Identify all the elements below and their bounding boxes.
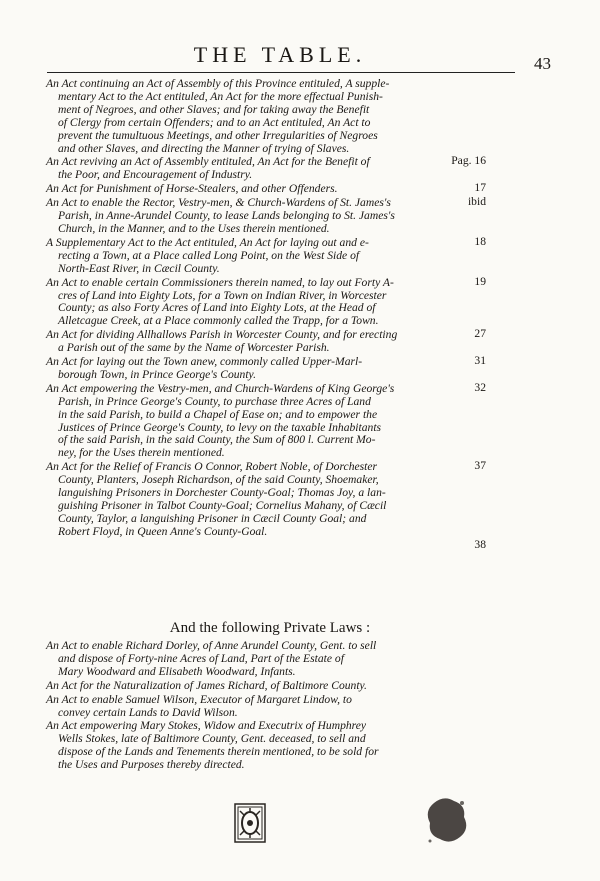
- entry-line: Robert Floyd, in Queen Anne's County-Goal.: [58, 524, 268, 538]
- entry-line: An Act for the Relief of Francis O Connor, Robert Noble, of Dorchester: [46, 460, 378, 474]
- entry-line: An Act to enable the Rector, Vestry-men, & Church-Wardens of St. James's: [46, 196, 391, 210]
- entry-page-reference: 31: [474, 354, 486, 368]
- table-entry: [46, 640, 486, 679]
- entry-line: Wells Stokes, late of Baltimore County, Gent. deceased, to sell and: [58, 732, 366, 746]
- entry-line: An Act for Punishment of Horse-Stealers, and other Offenders.: [46, 182, 338, 196]
- entry-line: prevent the tumultuous Meetings, and other Irregularities of Negroes: [58, 128, 378, 142]
- entry-line: An Act to enable Richard Dorley, of Anne Arundel County, Gent. to sell: [46, 639, 377, 652]
- entry-page-reference: 19: [474, 274, 486, 288]
- entry-page-reference: 17: [474, 181, 486, 195]
- entry-line: Church, in the Manner, and to the Uses therein mentioned.: [58, 221, 330, 235]
- entry-line: convey certain Lands to David Wilson.: [58, 705, 238, 719]
- entry-line: An Act empowering the Vestry-men, and Church-Wardens of King George's: [46, 381, 395, 395]
- entry-line: North-East River, in Cæcil County.: [58, 261, 220, 275]
- entry-page-reference: ibid: [467, 195, 486, 209]
- table-entry: [46, 460, 486, 551]
- entry-line: An Act for laying out the Town anew, commonly called Upper-Marl-: [46, 355, 363, 369]
- entry-line: guishing Prisoner in Talbot County-Goal; Cornelius Mahany, of Cæcil: [58, 499, 387, 512]
- entry-line: the Poor, and Encouragement of Industry.: [58, 168, 253, 182]
- entry-page-reference: 37: [474, 459, 486, 473]
- entry-line: County; as also Forty Acres of Land into Eighty Lots, at the Head of: [58, 301, 376, 315]
- entry-line: languishing Prisoners in Dorchester County-Goal; Thomas Joy, a lan-: [58, 486, 386, 500]
- entry-line: An Act for the Naturalization of James Richard, of Baltimore County.: [46, 678, 367, 692]
- entry-line: a Parish out of the same by the Name of Worcester Parish.: [58, 341, 330, 355]
- table-entry: [46, 720, 486, 772]
- entry-page-reference: Pag. 16: [451, 154, 486, 168]
- page-number: 43: [534, 54, 551, 73]
- entry-line: cres of Land into Eighty Lots, for a Town on Indian River, in Worcester: [58, 288, 387, 302]
- entry-line: An Act for dividing Allhallows Parish in Worcester County, and for erecting: [46, 328, 398, 342]
- table-entry: [46, 694, 486, 720]
- entry-line: of the said Parish, in the said County, the Sum of 800 l. Current Mo-: [58, 433, 376, 447]
- entry-line: of Clergy from certain Offenders; and to an Act entituled, An Act to: [58, 115, 371, 129]
- private-laws-heading: And the following Private Laws :: [169, 620, 371, 636]
- entry-line: borough Town, in Prince George's County.: [58, 367, 256, 381]
- entry-line: mentary Act to the Act entituled, An Act for the more effectual Punish-: [58, 89, 383, 103]
- printers-ornament-icon: [234, 803, 266, 843]
- entry-line: An Act to enable Samuel Wilson, Executor of Margaret Lindow, to: [46, 692, 352, 706]
- entry-line: ney, for the Uses therein mentioned.: [58, 446, 225, 460]
- entry-line: County, Taylor, a languishing Prisoner in Cæcil County Goal; and: [58, 511, 367, 525]
- entry-page-reference: 27: [474, 327, 486, 341]
- entry-line: An Act to enable certain Commissioners therein named, to lay out Forty A-: [46, 275, 394, 289]
- entry-line: ment of Negroes, and other Slaves; and for taking away the Benefit: [58, 102, 370, 116]
- entry-line: A Supplementary Act to the Act entituled, An Act for laying out and e-: [46, 235, 369, 249]
- entry-line: An Act empowering Mary Stokes, Widow and Executrix of Humphrey: [46, 719, 367, 733]
- entry-line: Parish, in Anne-Arundel County, to lease Lands belonging to St. James's: [58, 209, 395, 223]
- entry-line: Mary Woodward and Elisabeth Woodward, Infants.: [58, 664, 296, 678]
- entry-page-reference: 38: [474, 537, 486, 551]
- entry-line: Justices of Prince George's County, to levy on the taxable Inhabitants: [58, 420, 382, 434]
- entry-line: in the said Parish, to build a Chapel of Ease on; and to empower the: [58, 407, 378, 421]
- public-acts-list: [46, 78, 486, 552]
- entry-line: the Uses and Purposes thereby directed.: [58, 758, 245, 772]
- entry-line: Alletcague Creek, at a Place commonly called the Trapp, for a Town.: [58, 314, 379, 328]
- ink-stain: [424, 795, 470, 845]
- entry-page-reference: 18: [474, 234, 486, 248]
- entry-line: recting a Town, at a Place called Long Point, on the West Side of: [58, 248, 360, 262]
- entry-line: An Act continuing an Act of Assembly of this Province entituled, A supple-: [46, 77, 390, 90]
- entry-line: dispose of the Lands and Tenements therein mentioned, to be sold for: [58, 745, 379, 759]
- entry-line: and other Slaves, and directing the Manner of trying of Slaves.: [58, 141, 350, 155]
- entry-line: County, Planters, Joseph Richardson, of the said County, Shoemaker,: [58, 473, 379, 487]
- header-rule: [47, 72, 515, 73]
- entry-line: An Act reviving an Act of Assembly entituled, An Act for the Benefit of: [46, 155, 370, 169]
- private-acts-list: [46, 640, 486, 773]
- entry-line: Parish, in Prince George's County, to purchase three Acres of Land: [58, 394, 371, 408]
- entry-page-reference: 32: [474, 380, 486, 394]
- entry-line: and dispose of Forty-nine Acres of Land, Part of the Estate of: [58, 651, 344, 665]
- page-title: THE TABLE.: [193, 42, 367, 67]
- table-entry: [46, 680, 486, 693]
